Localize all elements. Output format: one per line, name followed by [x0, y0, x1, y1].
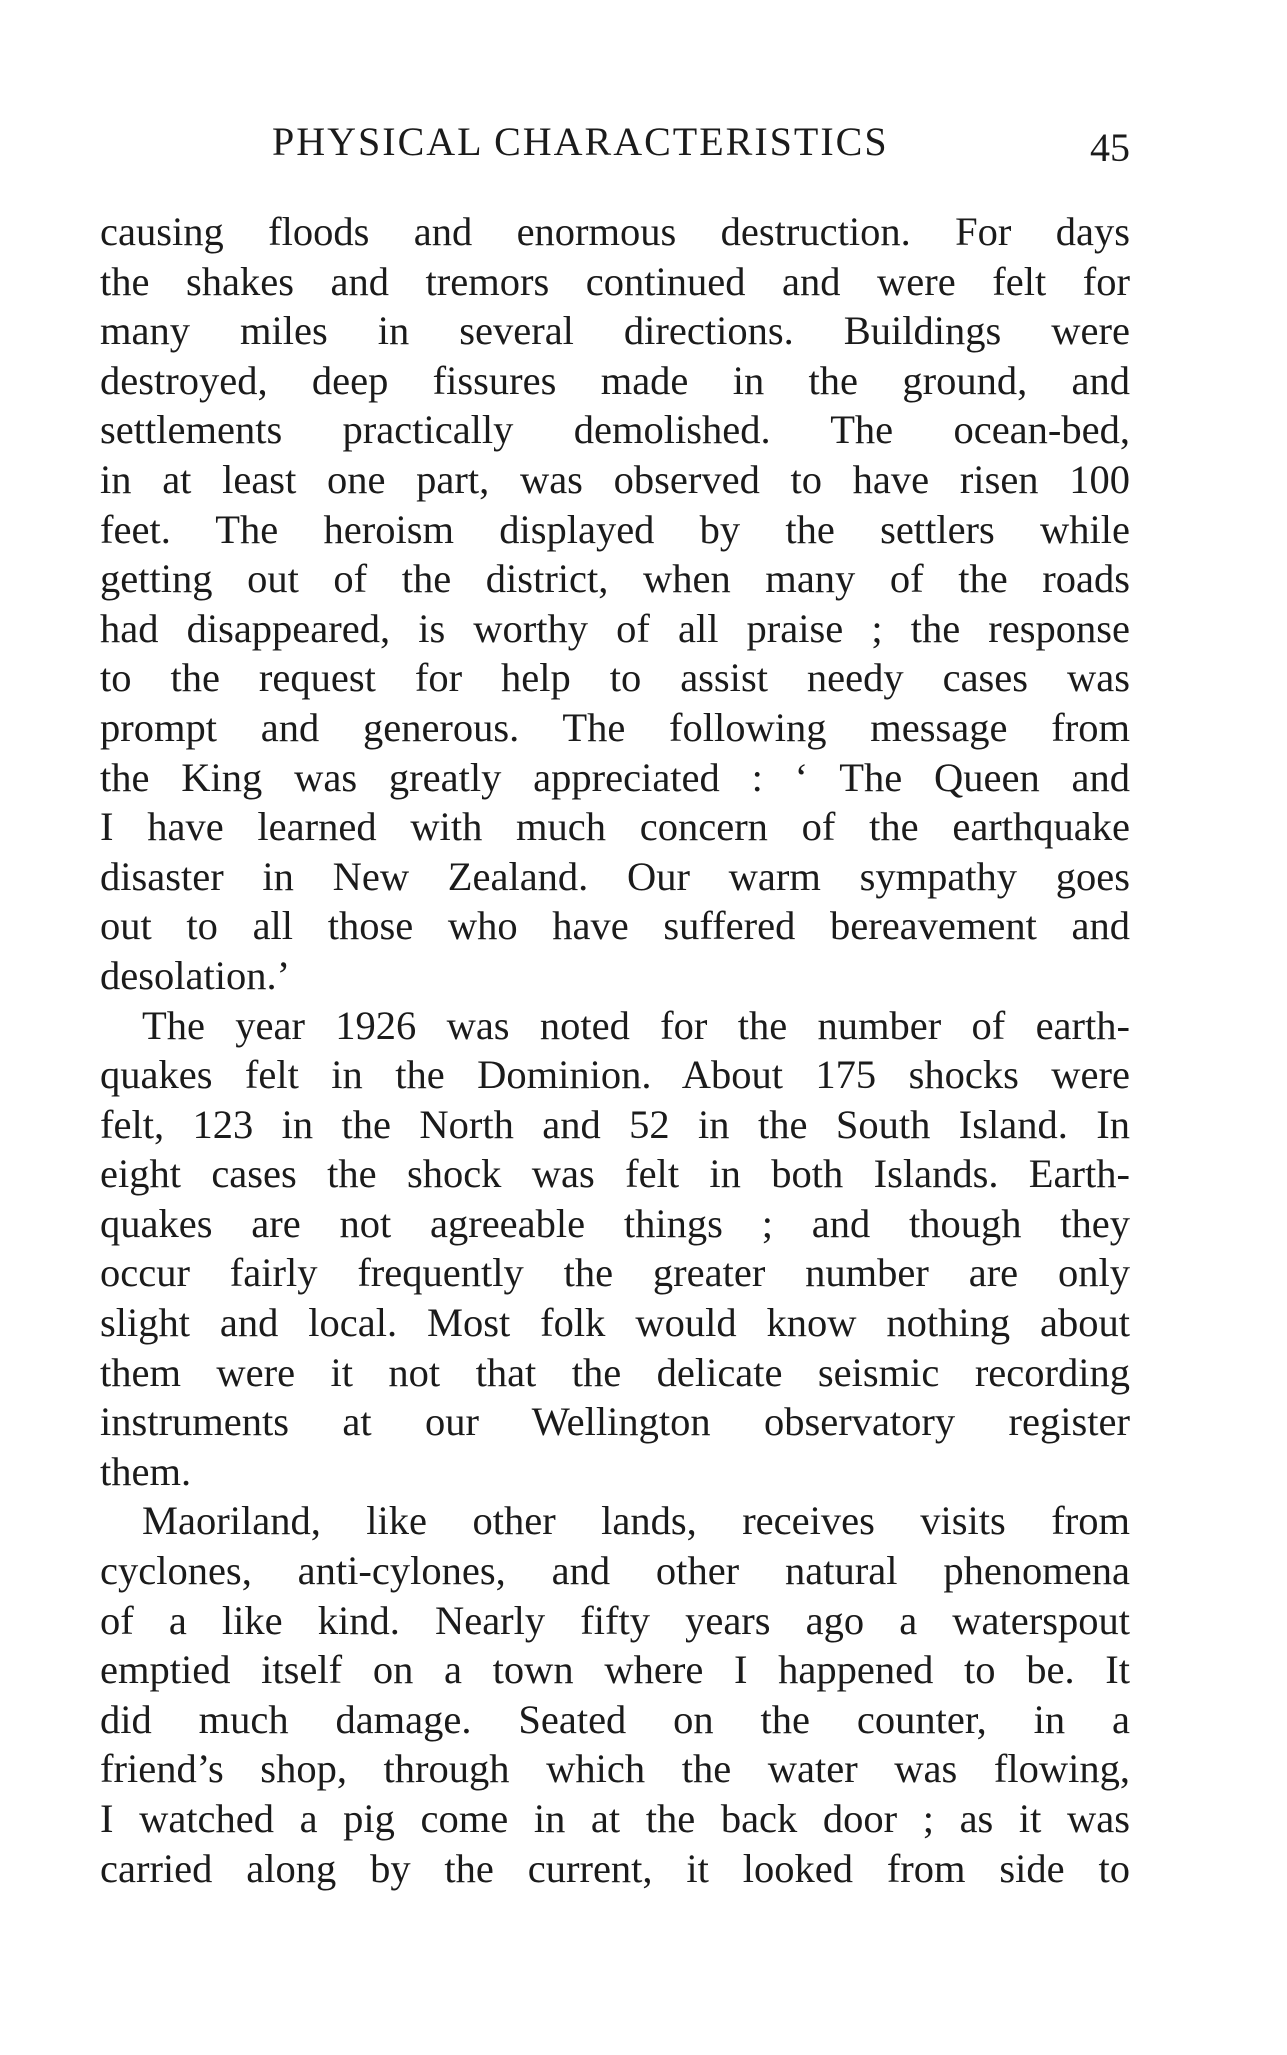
text-line: instruments at our Wellington observatory register [100, 1399, 1130, 1445]
text-line: of a like kind. Nearly fifty years ago a waterspout [100, 1597, 1130, 1643]
text-line: prompt and generous. The following message from [100, 704, 1130, 750]
text-line: emptied itself on a town where I happened to be. It [100, 1647, 1130, 1693]
text-line: The year 1926 was noted for the number of earth- [142, 1002, 1130, 1048]
text-line: settlements practically demolished. The ocean-bed, [100, 407, 1130, 453]
text-line: getting out of the district, when many of the roads [100, 556, 1130, 602]
text-line: desolation.’ [100, 952, 291, 998]
text-line: quakes felt in the Dominion. About 175 shocks were [100, 1052, 1130, 1098]
text-line: Maoriland, like other lands, receives visits from [142, 1498, 1130, 1544]
text-line: had disappeared, is worthy of all praise ; the response [100, 605, 1130, 651]
text-line: out to all those who have suffered bereavement and [100, 903, 1130, 949]
text-line: I watched a pig come in at the back door ; as it was [100, 1796, 1130, 1841]
text-line: eight cases the shock was felt in both Islands. Earth- [100, 1151, 1130, 1197]
body-text [100, 207, 1130, 1893]
paragraph-earthquakes-1926 [100, 1001, 1130, 1497]
running-head [100, 118, 1130, 178]
text-line: the shakes and tremors continued and were felt for [100, 258, 1130, 304]
text-line: disaster in New Zealand. Our warm sympathy goes [100, 853, 1130, 899]
text-line: slight and local. Most folk would know nothing about [100, 1300, 1130, 1346]
text-line: in at least one part, was observed to have risen 100 [100, 456, 1130, 502]
text-line: I have learned with much concern of the earthquake [100, 804, 1130, 850]
text-line: occur fairly frequently the greater number are only [100, 1250, 1130, 1296]
text-line: felt, 123 in the North and 52 in the South Island. In [100, 1101, 1130, 1147]
text-line: quakes are not agreeable things ; and though they [100, 1200, 1130, 1246]
text-line: cyclones, anti-cylones, and other natural phenomena [100, 1548, 1130, 1594]
text-line: to the request for help to assist needy cases was [100, 655, 1130, 701]
text-line: did much damage. Seated on the counter, in a [100, 1696, 1130, 1742]
text-line: carried along by the current, it looked from side to [100, 1845, 1130, 1891]
paragraph-earthquake-aftermath [100, 207, 1130, 1001]
text-line: feet. The heroism displayed by the settlers while [100, 506, 1130, 552]
text-line: the King was greatly appreciated : ‘ The Queen and [100, 754, 1130, 800]
running-title: PHYSICAL CHARACTERISTICS [272, 119, 889, 164]
text-line: them. [100, 1448, 192, 1494]
text-line: them were it not that the delicate seismic recording [100, 1349, 1130, 1395]
page-number: 45 [1090, 125, 1130, 170]
text-line: friend’s shop, through which the water was flowing, [100, 1746, 1130, 1792]
text-line: causing floods and enormous destruction. For days [100, 209, 1130, 254]
text-line: destroyed, deep fissures made in the ground, and [100, 357, 1130, 403]
text-line: many miles in several directions. Buildings were [100, 308, 1130, 354]
paragraph-cyclones-waterspout [100, 1496, 1130, 1893]
